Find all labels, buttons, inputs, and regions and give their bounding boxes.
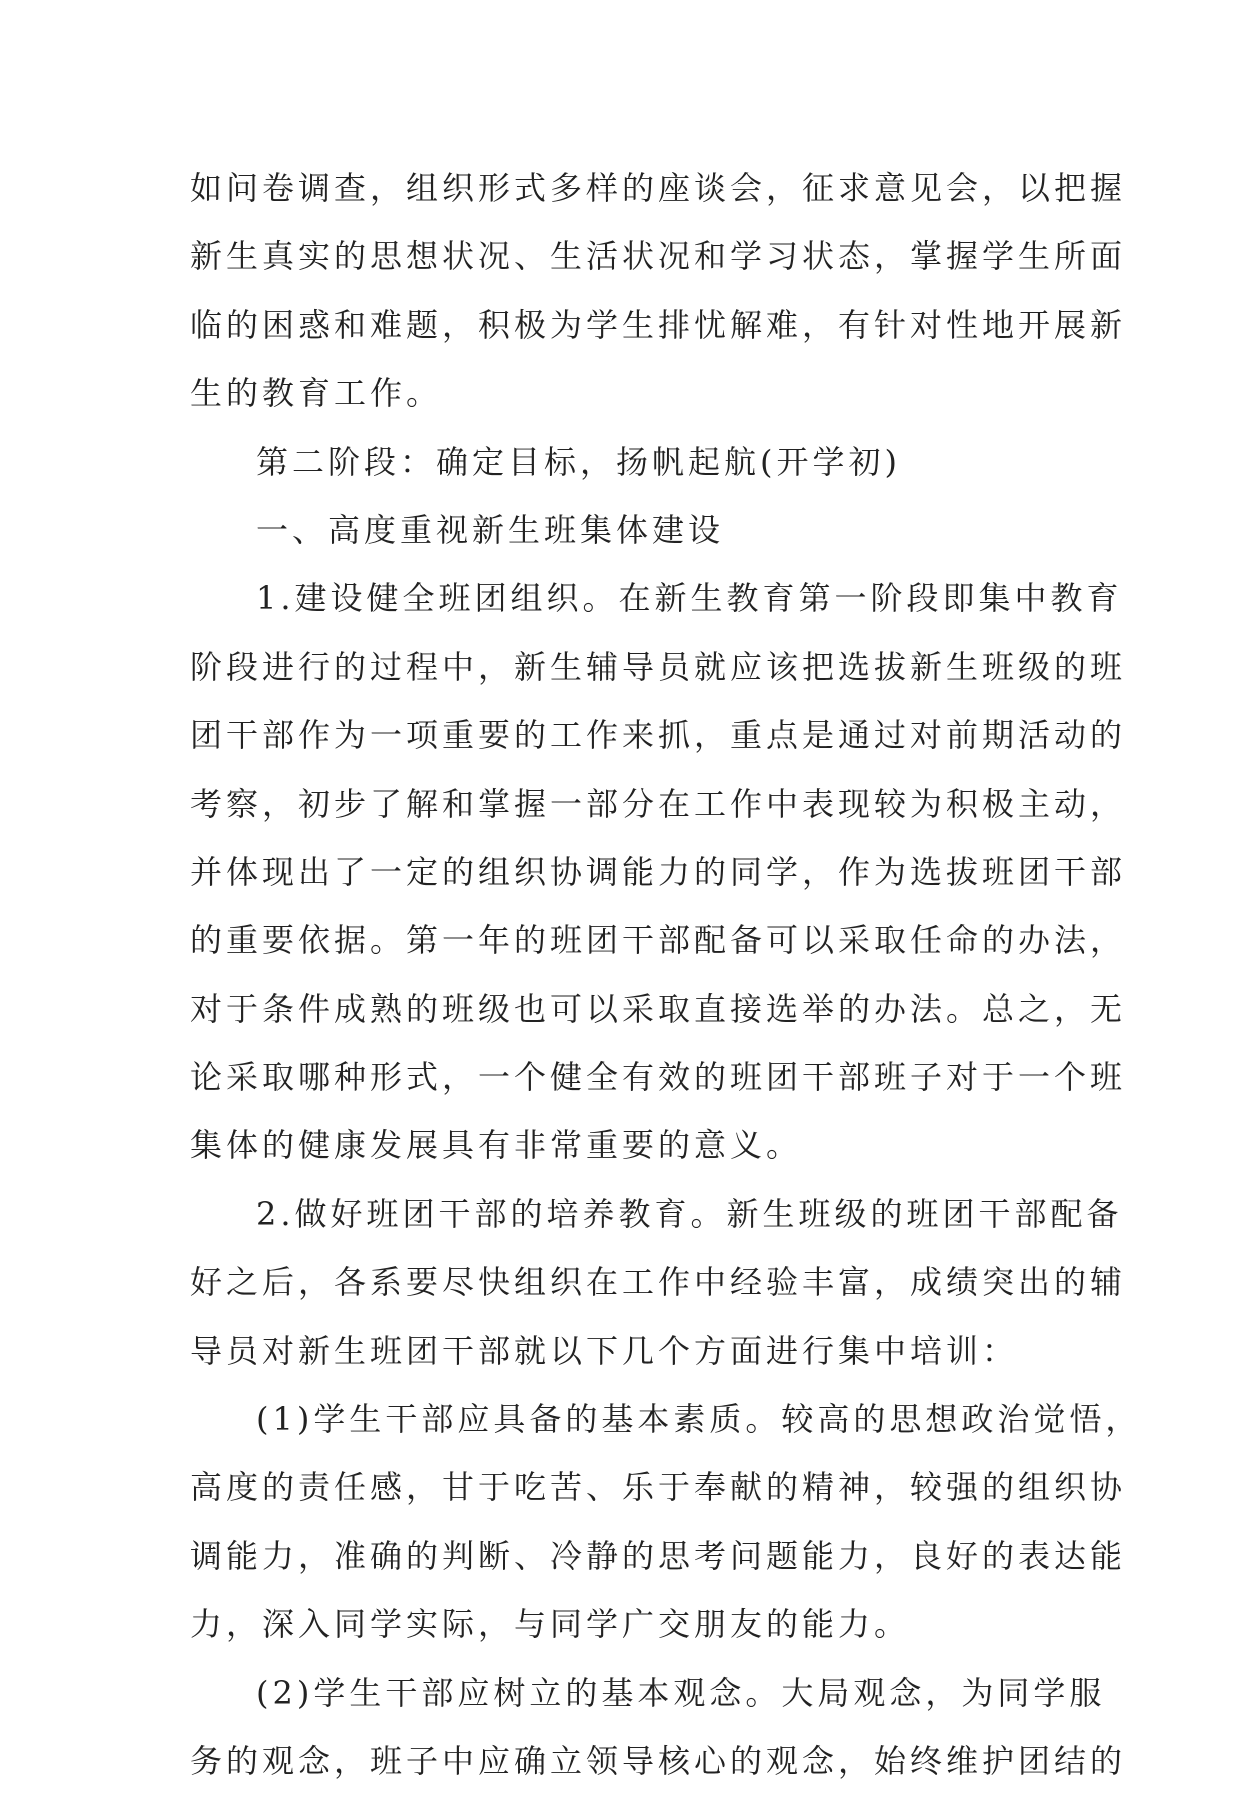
text-line: (2)学生干部应树立的基本观念。大局观念，为同学服 [256, 1673, 1106, 1712]
text-line: 高度的责任感，甘于吃苦、乐于奉献的精神，较强的组织协 [190, 1468, 1127, 1507]
text-line: 力，深入同学实际，与同学广交朋友的能力。 [190, 1605, 911, 1644]
text-line: 对于条件成熟的班级也可以采取直接选举的办法。总之，无 [190, 989, 1127, 1028]
text-line: 务的观念，班子中应确立领导核心的观念，始终维护团结的 [190, 1741, 1127, 1780]
text-line: 阶段进行的过程中，新生辅导员就应该把选拔新生班级的班 [190, 647, 1127, 686]
text-line: 并体现出了一定的组织协调能力的同学，作为选拔班团干部 [190, 852, 1127, 891]
text-line: 生的教育工作。 [190, 374, 443, 413]
text-line: 论采取哪种形式，一个健全有效的班团干部班子对于一个班 [190, 1058, 1127, 1097]
text-line: 集体的健康发展具有非常重要的意义。 [190, 1126, 803, 1165]
text-line: 的重要依据。第一年的班团干部配备可以采取任命的办法， [190, 921, 1127, 960]
text-line: 考察，初步了解和掌握一部分在工作中表现较为积极主动， [190, 784, 1127, 823]
text-line: 新生真实的思想状况、生活状况和学习状态，掌握学生所面 [190, 237, 1127, 276]
text-line: 导员对新生班团干部就以下几个方面进行集中培训： [190, 1331, 1019, 1370]
text-line: 团干部作为一项重要的工作来抓，重点是通过对前期活动的 [190, 716, 1127, 755]
text-line: 临的困惑和难题，积极为学生排忧解难，有针对性地开展新 [190, 305, 1127, 344]
subsection-heading: 一、高度重视新生班集体建设 [256, 510, 725, 549]
text-line: (1)学生干部应具备的基本素质。较高的思想政治觉悟， [256, 1400, 1142, 1439]
text-line: 调能力，准确的判断、冷静的思考问题能力，良好的表达能 [190, 1536, 1127, 1575]
body-text [190, 154, 1142, 1795]
text-line: 2.做好班团干部的培养教育。新生班级的班团干部配备 [256, 1194, 1123, 1233]
text-line: 好之后，各系要尽快组织在工作中经验丰富，成绩突出的辅 [190, 1263, 1127, 1302]
text-line: 1.建设健全班团组织。在新生教育第一阶段即集中教育 [256, 579, 1123, 618]
section-heading: 第二阶段：确定目标，扬帆起航(开学初) [256, 442, 901, 481]
text-line: 如问卷调查，组织形式多样的座谈会，征求意见会，以把握 [190, 169, 1127, 207]
